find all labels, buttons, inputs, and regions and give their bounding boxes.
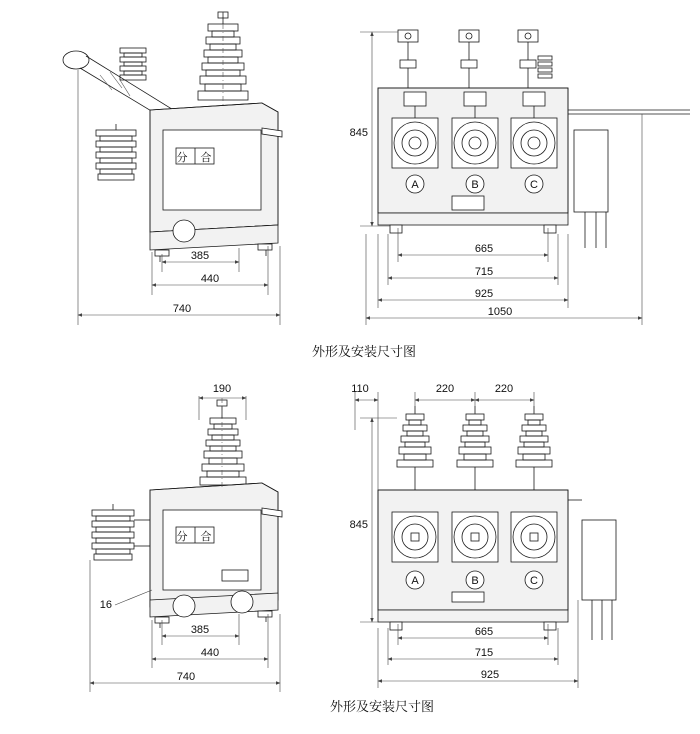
dim-740-lower: 740 (176, 671, 196, 683)
dim-1050-upper: 1050 (487, 306, 513, 318)
side-view-upper (63, 12, 282, 325)
caption-lower: 外形及安装尺寸图 (330, 699, 435, 714)
phase-label-b-lower: B (471, 575, 479, 587)
dim-740-upper: 740 (172, 303, 192, 315)
dim-665-upper: 665 (474, 243, 494, 255)
phase-label-b-upper: B (471, 179, 479, 191)
panel-text-fen-lower: 分 (176, 531, 188, 543)
dim-715-lower: 715 (474, 647, 494, 659)
phase-label-c-lower: C (530, 575, 538, 587)
panel-text-he-lower: 合 (200, 531, 212, 543)
caption-upper: 外形及安装尺寸图 (312, 344, 417, 359)
phase-label-a-upper: A (411, 179, 419, 191)
dim-440-lower: 440 (200, 647, 220, 659)
front-view-lower (350, 383, 616, 688)
panel-text-fen-upper: 分 (176, 152, 188, 164)
dim-220b-lower: 220 (494, 383, 514, 395)
dim-220a-lower: 220 (435, 383, 455, 395)
phase-label-c-upper: C (530, 179, 538, 191)
panel-text-he-upper: 合 (200, 152, 212, 164)
dim-715-upper: 715 (474, 266, 494, 278)
phase-label-a-lower: A (411, 575, 419, 587)
dim-925-lower: 925 (480, 669, 500, 681)
dim-110-lower: 110 (351, 383, 369, 395)
dim-845-lower: 845 (349, 519, 368, 531)
dim-190-lower: 190 (212, 383, 232, 395)
dim-925-upper: 925 (474, 288, 494, 300)
dim-665-lower: 665 (474, 626, 494, 638)
side-view-lower (90, 383, 282, 692)
front-view-upper (350, 30, 690, 325)
dim-385-lower: 385 (190, 624, 210, 636)
dim-440-upper: 440 (200, 273, 220, 285)
dim-16-lower: 16 (99, 599, 112, 611)
dim-845-upper: 845 (349, 127, 368, 139)
dim-385-upper: 385 (190, 250, 210, 262)
